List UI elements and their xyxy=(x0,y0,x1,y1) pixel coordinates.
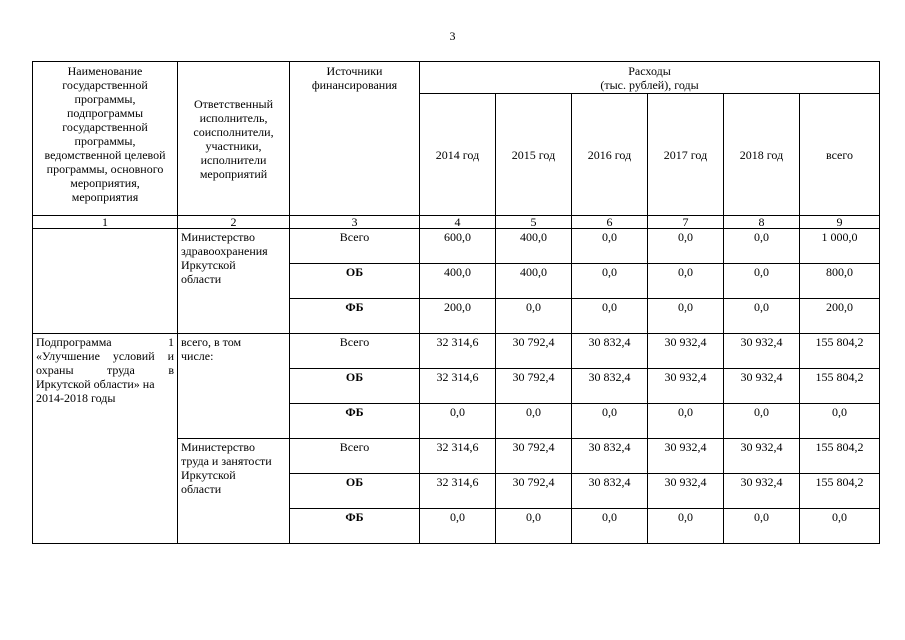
funding-source-cell: Всего xyxy=(290,439,420,474)
value-cell: 400,0 xyxy=(496,264,572,299)
header-name-line: подпрограммы xyxy=(66,106,144,120)
program-name-word: «Улучшение xyxy=(36,349,100,363)
header-executor-line: участники, xyxy=(205,138,262,153)
value-cell: 1 000,0 xyxy=(800,229,880,264)
value-cell: 0,0 xyxy=(724,299,800,334)
funding-source-cell: ОБ xyxy=(290,369,420,404)
value-cell: 0,0 xyxy=(572,509,648,544)
program-name-cell xyxy=(33,334,178,544)
header-executor-line: Ответственный xyxy=(193,96,274,111)
value-cell: 0,0 xyxy=(496,299,572,334)
executor-line: числе: xyxy=(181,349,214,363)
value-cell: 30 832,4 xyxy=(572,439,648,474)
value-cell: 30 932,4 xyxy=(724,369,800,404)
program-name-word: условий xyxy=(112,349,155,363)
header-executor-line: мероприятий xyxy=(199,166,268,181)
table-row xyxy=(33,334,880,369)
value-cell: 0,0 xyxy=(420,404,496,439)
table-body xyxy=(33,62,880,544)
header-year-cell: 2015 год xyxy=(496,94,572,216)
value-cell: 155 804,2 xyxy=(800,369,880,404)
header-name-text xyxy=(36,64,174,214)
header-executor-line: исполнители xyxy=(200,152,267,167)
value-cell: 0,0 xyxy=(648,404,724,439)
program-name-word: охраны xyxy=(36,363,74,377)
value-cell: 32 314,6 xyxy=(420,334,496,369)
value-cell: 30 932,4 xyxy=(724,474,800,509)
funding-source-cell: ФБ xyxy=(290,404,420,439)
page-number: 3 xyxy=(449,29,456,43)
executor-line: Министерство xyxy=(181,230,255,244)
value-cell: 32 314,6 xyxy=(420,369,496,404)
header-expenses-title: Расходы xyxy=(628,64,671,78)
executor-line: области xyxy=(181,272,222,286)
header-name-line: мероприятия xyxy=(71,190,139,204)
funding-source-cell: ОБ xyxy=(290,264,420,299)
value-cell: 30 932,4 xyxy=(648,334,724,369)
header-year-cell: 2014 год xyxy=(420,94,496,216)
header-executor-text xyxy=(181,97,286,181)
header-expenses-cell xyxy=(420,62,880,94)
program-name-cell xyxy=(33,229,178,334)
header-year-cell: 2016 год xyxy=(572,94,648,216)
column-number-cell: 7 xyxy=(648,216,724,229)
value-cell: 0,0 xyxy=(800,404,880,439)
value-cell: 32 314,6 xyxy=(420,474,496,509)
column-number-cell: 6 xyxy=(572,216,648,229)
funding-source-cell: ФБ xyxy=(290,509,420,544)
program-name-word: и xyxy=(167,349,174,363)
value-cell: 30 832,4 xyxy=(572,369,648,404)
value-cell: 30 792,4 xyxy=(496,439,572,474)
value-cell: 0,0 xyxy=(572,264,648,299)
header-source-cell xyxy=(290,62,420,216)
value-cell: 30 832,4 xyxy=(572,474,648,509)
value-cell: 400,0 xyxy=(420,264,496,299)
table-row xyxy=(33,229,880,264)
value-cell: 0,0 xyxy=(572,404,648,439)
program-name-word: в xyxy=(168,363,174,377)
value-cell: 30 792,4 xyxy=(496,334,572,369)
column-numbers-row xyxy=(33,216,880,229)
header-name-line: программы, основного xyxy=(46,162,164,176)
executor-cell xyxy=(178,334,290,439)
header-row-top xyxy=(33,62,880,94)
header-source-line: финансирования xyxy=(311,78,398,92)
header-name-cell xyxy=(33,62,178,216)
executor-cell xyxy=(178,229,290,334)
header-name-line: программы, xyxy=(74,92,136,106)
executor-line: труда и занятости xyxy=(181,454,272,468)
column-number-cell: 4 xyxy=(420,216,496,229)
program-name-line: 2014-2018 годы xyxy=(36,391,116,405)
header-name-line: программы, xyxy=(74,134,136,148)
executor-cell xyxy=(178,439,290,544)
header-year-cell: 2018 год xyxy=(724,94,800,216)
budget-table xyxy=(32,61,880,544)
funding-source-cell: Всего xyxy=(290,334,420,369)
program-name-line xyxy=(36,335,174,349)
value-cell: 400,0 xyxy=(496,229,572,264)
value-cell: 0,0 xyxy=(496,509,572,544)
header-executor-line: соисполнители, xyxy=(193,124,274,139)
funding-source-cell: ОБ xyxy=(290,474,420,509)
value-cell: 800,0 xyxy=(800,264,880,299)
value-cell: 30 932,4 xyxy=(648,474,724,509)
header-expenses-subtitle: (тыс. рублей), годы xyxy=(600,78,699,92)
header-year-cell: всего xyxy=(800,94,880,216)
header-year-cell: 2017 год xyxy=(648,94,724,216)
header-name-line: государственной xyxy=(62,120,148,134)
value-cell: 30 832,4 xyxy=(572,334,648,369)
value-cell: 0,0 xyxy=(648,264,724,299)
value-cell: 30 792,4 xyxy=(496,369,572,404)
column-number-cell: 8 xyxy=(724,216,800,229)
executor-line: области xyxy=(181,482,222,496)
column-number-cell: 5 xyxy=(496,216,572,229)
value-cell: 0,0 xyxy=(572,229,648,264)
value-cell: 30 932,4 xyxy=(724,439,800,474)
value-cell: 32 314,6 xyxy=(420,439,496,474)
value-cell: 0,0 xyxy=(420,509,496,544)
program-name-word: 1 xyxy=(168,335,174,349)
header-name-line: государственной xyxy=(62,78,148,92)
column-number-cell: 2 xyxy=(178,216,290,229)
value-cell: 30 792,4 xyxy=(496,474,572,509)
value-cell: 0,0 xyxy=(496,404,572,439)
column-number-cell: 9 xyxy=(800,216,880,229)
value-cell: 155 804,2 xyxy=(800,439,880,474)
value-cell: 30 932,4 xyxy=(648,439,724,474)
value-cell: 0,0 xyxy=(724,264,800,299)
program-name-line: Иркутской области» на xyxy=(36,377,155,391)
header-name-line: ведомственной целевой xyxy=(44,148,166,162)
value-cell: 0,0 xyxy=(724,404,800,439)
program-name-word: труда xyxy=(106,363,135,377)
value-cell: 30 932,4 xyxy=(724,334,800,369)
header-source-line: Источники xyxy=(326,64,383,78)
column-number-cell: 1 xyxy=(33,216,178,229)
header-executor-cell xyxy=(178,62,290,216)
executor-line: Иркутской xyxy=(181,468,236,482)
value-cell: 200,0 xyxy=(420,299,496,334)
column-number-cell: 3 xyxy=(290,216,420,229)
value-cell: 0,0 xyxy=(724,509,800,544)
header-source-text xyxy=(293,64,416,92)
value-cell: 155 804,2 xyxy=(800,474,880,509)
executor-line: здравоохранения xyxy=(181,244,268,258)
program-name-line xyxy=(36,363,174,377)
executor-line: всего, в том xyxy=(181,335,242,349)
value-cell: 155 804,2 xyxy=(800,334,880,369)
value-cell: 0,0 xyxy=(648,229,724,264)
value-cell: 0,0 xyxy=(648,509,724,544)
value-cell: 200,0 xyxy=(800,299,880,334)
header-executor-line: исполнитель, xyxy=(199,110,268,125)
header-name-line: Наименование xyxy=(67,64,143,78)
program-name-line xyxy=(36,349,174,363)
executor-line: Иркутской xyxy=(181,258,236,272)
value-cell: 30 932,4 xyxy=(648,369,724,404)
value-cell: 0,0 xyxy=(800,509,880,544)
program-name-word: Подпрограмма xyxy=(36,335,112,349)
header-name-line: мероприятия, xyxy=(70,176,140,190)
funding-source-cell: ФБ xyxy=(290,299,420,334)
value-cell: 600,0 xyxy=(420,229,496,264)
value-cell: 0,0 xyxy=(648,299,724,334)
funding-source-cell: Всего xyxy=(290,229,420,264)
executor-line: Министерство xyxy=(181,440,255,454)
value-cell: 0,0 xyxy=(724,229,800,264)
value-cell: 0,0 xyxy=(572,299,648,334)
